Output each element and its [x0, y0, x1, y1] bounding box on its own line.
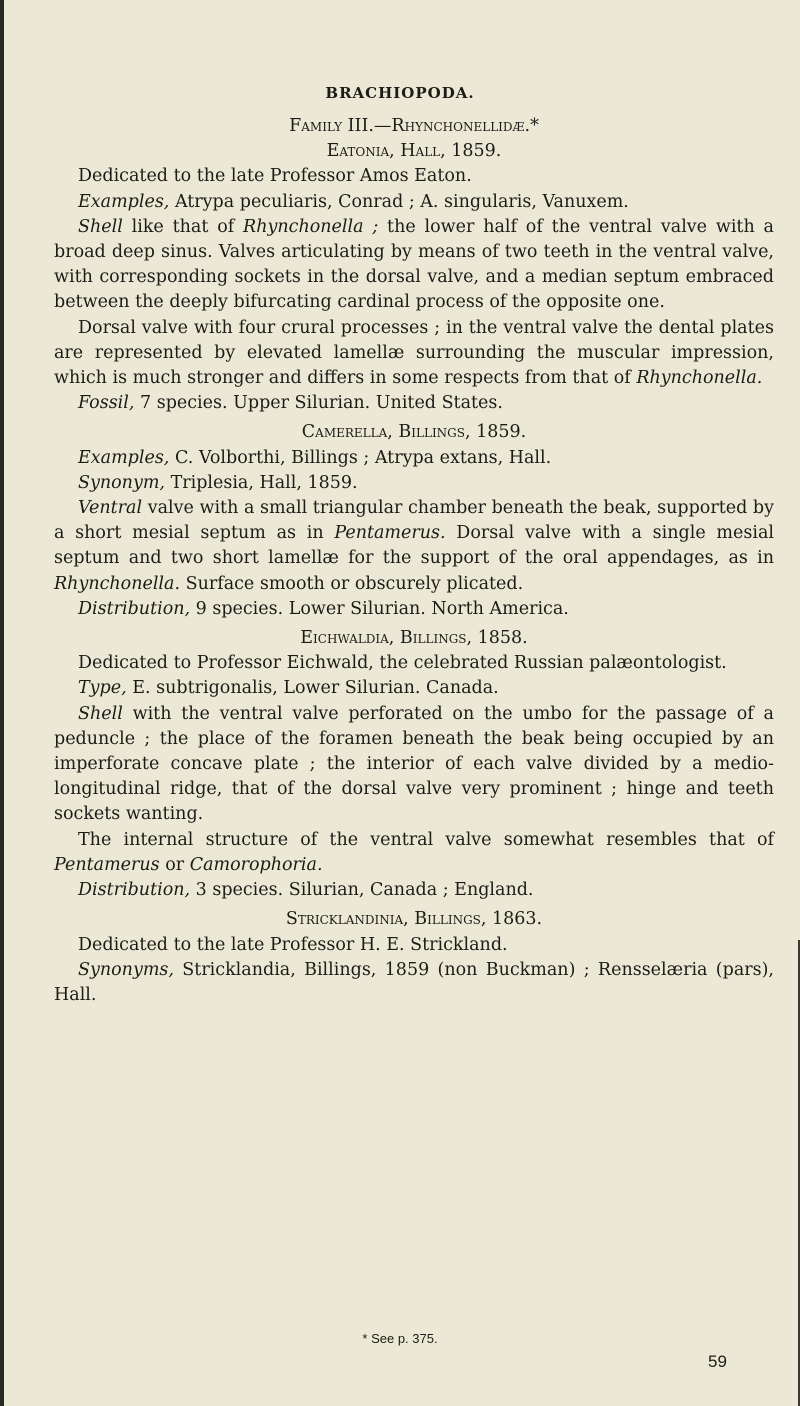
text: Triplesia, Hall, 1859.	[165, 472, 358, 493]
family-heading: Family III.—Rhynchonellidæ.*	[289, 116, 539, 136]
page-edge-left	[0, 0, 4, 1406]
genus-name: Rhynchonella.	[636, 368, 763, 389]
label: Examples,	[78, 191, 170, 212]
label: Distribution,	[78, 598, 191, 619]
paragraph	[54, 190, 774, 215]
genus-heading-text: Camerella, Billings, 1859.	[301, 422, 527, 443]
genus-heading-eichwaldia	[54, 626, 774, 651]
label: Ventral	[78, 498, 143, 519]
paragraph	[54, 215, 774, 316]
paragraph	[54, 391, 774, 416]
genus-name: Pentamerus.	[334, 523, 446, 544]
paragraph	[54, 316, 774, 392]
paragraph: Dedicated to the late Professor H. E. Strickland.	[78, 934, 508, 955]
footnote: * See p. 375.	[362, 1331, 438, 1346]
label: Type,	[78, 678, 127, 699]
label: Shell	[78, 703, 123, 724]
paragraph	[54, 597, 774, 622]
genus-name: Camorophoria.	[189, 854, 323, 875]
paragraph: Dedicated to the late Professor Amos Eaton.	[78, 166, 472, 187]
text: valve with a small triangular chamber beneath the beak, supported by a short mesial septum as in	[54, 498, 774, 544]
text: like that of	[122, 216, 244, 237]
text: Dorsal valve with a single mesial septum and two short lamellæ for the support of the oral appendages, as in	[54, 523, 774, 569]
label: Shell	[78, 216, 123, 237]
running-head: BRACHIOPODA.	[325, 84, 475, 102]
label: Examples,	[78, 447, 170, 468]
paragraph	[54, 958, 774, 1008]
genus-name: Pentamerus	[54, 854, 160, 875]
genus-name: Rhynchonella.	[54, 573, 181, 594]
paragraph	[54, 878, 774, 903]
paragraph: Dedicated to Professor Eichwald, the celebrated Russian palæontologist.	[78, 653, 727, 674]
text: Stricklandia, Billings, 1859 (non Buckman) ; Rensselæria (pars), Hall.	[54, 959, 774, 1005]
genus-heading-stricklandinia	[54, 907, 774, 932]
label: Distribution,	[78, 880, 191, 901]
text: 7 species. Upper Silurian. United States.	[134, 393, 503, 414]
genus-name: Rhynchonella ;	[243, 216, 379, 237]
paragraph	[54, 676, 774, 701]
text: 3 species. Silurian, Canada ; England.	[190, 880, 534, 901]
page-number: 59	[708, 1352, 727, 1371]
text: or	[159, 854, 190, 875]
genus-heading-camerella	[54, 420, 774, 445]
paragraph	[54, 446, 774, 471]
text: 9 species. Lower Silurian. North America.	[190, 598, 569, 619]
text: Surface smooth or obscurely plicated.	[180, 573, 524, 594]
text: The internal structure of the ventral valve somewhat resembles that of	[78, 829, 774, 850]
genus-heading-text: Eichwaldia, Billings, 1858.	[300, 628, 528, 649]
paragraph	[54, 828, 774, 878]
text: Atrypa peculiaris, Conrad ; A. singularis, Vanuxem.	[169, 191, 629, 212]
text: Dorsal valve with four crural processes ; in the ventral valve the dental plates are represented by elevated lamellæ surrounding the muscular impression, which is much stronger and differs in some respects from that of	[54, 317, 774, 389]
paragraph	[54, 471, 774, 496]
text: C. Volborthi, Billings ; Atrypa extans, Hall.	[169, 447, 552, 468]
text: the lower half of the ventral valve with a broad deep sinus. Valves articulating by means of two teeth in the ventral valve, with corresponding sockets in the dorsal valve, and a median septum embraced between the deeply bifurcating cardinal process of the opposite one.	[54, 216, 774, 313]
text: with the ventral valve perforated on the umbo for the passage of a peduncle ; the place of the foramen beneath the beak being occupied by an imperforate concave plate ; the interior of each valve divided by a medio-longitudinal ridge, that of the dorsal valve very prominent ; hinge and teeth sockets wanting.	[54, 703, 774, 825]
body-text	[54, 114, 774, 1008]
label: Fossil,	[78, 393, 135, 414]
genus-heading-text: Eatonia, Hall, 1859.	[326, 141, 502, 162]
genus-heading-text: Stricklandinia, Billings, 1863.	[285, 909, 543, 930]
text: E. subtrigonalis, Lower Silurian. Canada.	[126, 678, 499, 699]
paragraph	[54, 702, 774, 828]
paragraph	[54, 496, 774, 597]
label: Synonyms,	[78, 959, 174, 980]
genus-heading-eatonia	[54, 139, 774, 164]
label: Synonym,	[78, 472, 165, 493]
